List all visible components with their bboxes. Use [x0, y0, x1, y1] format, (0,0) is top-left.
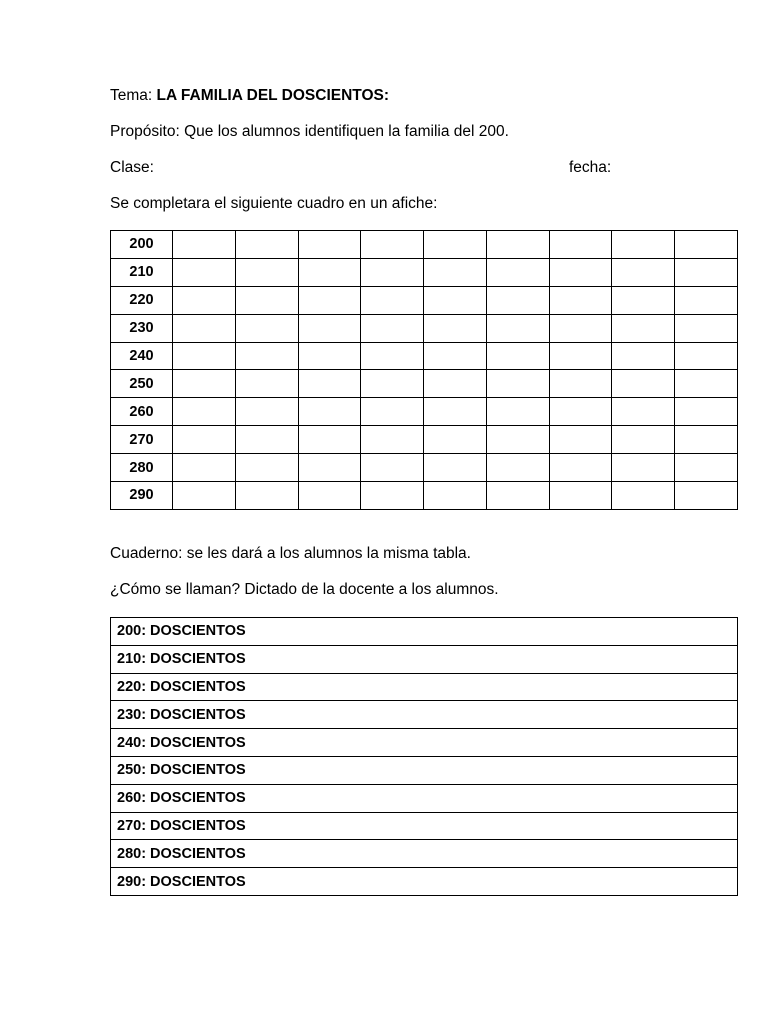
blank-cell[interactable]	[424, 258, 487, 286]
name-cell: 220: DOSCIENTOS	[111, 673, 738, 701]
blank-cell[interactable]	[424, 398, 487, 426]
number-cell: 230	[111, 314, 173, 342]
blank-cell[interactable]	[675, 258, 738, 286]
blank-cell[interactable]	[549, 398, 612, 426]
blank-cell[interactable]	[235, 454, 298, 482]
blank-cell[interactable]	[612, 342, 675, 370]
table-row	[111, 370, 738, 398]
blank-cell[interactable]	[235, 231, 298, 259]
blank-cell[interactable]	[675, 231, 738, 259]
table-row	[111, 482, 738, 510]
name-cell: 200: DOSCIENTOS	[111, 618, 738, 646]
blank-cell[interactable]	[235, 370, 298, 398]
name-cell: 250: DOSCIENTOS	[111, 756, 738, 784]
blank-cell[interactable]	[424, 454, 487, 482]
blank-cell[interactable]	[612, 482, 675, 510]
blank-cell[interactable]	[675, 314, 738, 342]
number-cell: 210	[111, 258, 173, 286]
blank-cell[interactable]	[549, 231, 612, 259]
blank-cell[interactable]	[298, 286, 361, 314]
blank-cell[interactable]	[424, 370, 487, 398]
number-cell: 240	[111, 342, 173, 370]
blank-cell[interactable]	[549, 454, 612, 482]
blank-cell[interactable]	[361, 482, 424, 510]
name-cell: 270: DOSCIENTOS	[111, 812, 738, 840]
number-cell: 280	[111, 454, 173, 482]
table-row	[111, 426, 738, 454]
blank-cell[interactable]	[173, 286, 236, 314]
table-row	[111, 729, 738, 757]
table-row	[111, 454, 738, 482]
blank-cell[interactable]	[361, 342, 424, 370]
blank-cell[interactable]	[361, 370, 424, 398]
blank-cell[interactable]	[486, 342, 549, 370]
blank-cell[interactable]	[486, 258, 549, 286]
table-row	[111, 784, 738, 812]
blank-cell[interactable]	[298, 426, 361, 454]
blank-cell[interactable]	[173, 314, 236, 342]
names-table	[110, 617, 738, 896]
instruction-line: Se completara el siguiente cuadro en un afiche:	[110, 195, 438, 212]
blank-cell[interactable]	[675, 286, 738, 314]
blank-cell[interactable]	[675, 398, 738, 426]
table-row	[111, 756, 738, 784]
table-row	[111, 231, 738, 259]
dictado-line: ¿Cómo se llaman? Dictado de la docente a los alumnos.	[110, 581, 499, 598]
blank-cell[interactable]	[675, 482, 738, 510]
proposito-line: Propósito: Que los alumnos identifiquen la familia del 200.	[110, 123, 509, 140]
table-row	[111, 398, 738, 426]
blank-cell[interactable]	[235, 342, 298, 370]
blank-cell[interactable]	[486, 231, 549, 259]
blank-cell[interactable]	[549, 286, 612, 314]
blank-cell[interactable]	[361, 398, 424, 426]
number-cell: 290	[111, 482, 173, 510]
blank-cell[interactable]	[486, 482, 549, 510]
blank-cell[interactable]	[298, 482, 361, 510]
blank-cell[interactable]	[675, 426, 738, 454]
blank-cell[interactable]	[361, 258, 424, 286]
number-cell: 250	[111, 370, 173, 398]
blank-cell[interactable]	[235, 258, 298, 286]
blank-cell[interactable]	[612, 231, 675, 259]
blank-cell[interactable]	[612, 286, 675, 314]
blank-cell[interactable]	[612, 454, 675, 482]
blank-cell[interactable]	[486, 426, 549, 454]
blank-cell[interactable]	[612, 398, 675, 426]
tema-value: LA FAMILIA DEL DOSCIENTOS:	[156, 87, 390, 104]
table-row	[111, 645, 738, 673]
number-cell: 270	[111, 426, 173, 454]
blank-cell[interactable]	[612, 370, 675, 398]
blank-cell[interactable]	[549, 314, 612, 342]
blank-cell[interactable]	[361, 231, 424, 259]
blank-cell[interactable]	[173, 342, 236, 370]
blank-cell[interactable]	[173, 482, 236, 510]
blank-cell[interactable]	[549, 426, 612, 454]
blank-cell[interactable]	[298, 398, 361, 426]
table-row	[111, 314, 738, 342]
name-cell: 210: DOSCIENTOS	[111, 645, 738, 673]
blank-cell[interactable]	[298, 370, 361, 398]
table-row	[111, 618, 738, 646]
blank-cell[interactable]	[235, 314, 298, 342]
number-cell: 260	[111, 398, 173, 426]
blank-cell[interactable]	[612, 426, 675, 454]
blank-cell[interactable]	[298, 258, 361, 286]
blank-cell[interactable]	[549, 370, 612, 398]
table-row	[111, 342, 738, 370]
blank-cell[interactable]	[424, 231, 487, 259]
blank-cell[interactable]	[675, 454, 738, 482]
name-cell: 260: DOSCIENTOS	[111, 784, 738, 812]
blank-cell[interactable]	[675, 370, 738, 398]
blank-cell[interactable]	[173, 398, 236, 426]
number-cell: 220	[111, 286, 173, 314]
blank-cell[interactable]	[235, 482, 298, 510]
blank-cell[interactable]	[424, 482, 487, 510]
tema-label: Tema:	[110, 87, 153, 104]
blank-cell[interactable]	[549, 482, 612, 510]
blank-cell[interactable]	[235, 398, 298, 426]
blank-cell[interactable]	[424, 426, 487, 454]
fecha-label: fecha:	[569, 159, 612, 176]
blank-cell[interactable]	[675, 342, 738, 370]
table-row	[111, 701, 738, 729]
blank-cell[interactable]	[361, 426, 424, 454]
blank-cell[interactable]	[486, 454, 549, 482]
blank-cell[interactable]	[298, 342, 361, 370]
blank-cell[interactable]	[486, 286, 549, 314]
table-row	[111, 840, 738, 868]
clase-label: Clase:	[110, 159, 154, 176]
blank-cell[interactable]	[486, 398, 549, 426]
blank-cell[interactable]	[361, 454, 424, 482]
blank-cell[interactable]	[298, 231, 361, 259]
blank-cell[interactable]	[298, 454, 361, 482]
blank-cell[interactable]	[235, 426, 298, 454]
table-row	[111, 868, 738, 896]
numbers-table	[110, 230, 738, 510]
table-row	[111, 258, 738, 286]
blank-cell[interactable]	[549, 342, 612, 370]
name-cell: 240: DOSCIENTOS	[111, 729, 738, 757]
blank-cell[interactable]	[173, 258, 236, 286]
blank-cell[interactable]	[612, 314, 675, 342]
blank-cell[interactable]	[173, 426, 236, 454]
blank-cell[interactable]	[173, 370, 236, 398]
blank-cell[interactable]	[486, 314, 549, 342]
blank-cell[interactable]	[173, 231, 236, 259]
blank-cell[interactable]	[424, 286, 487, 314]
blank-cell[interactable]	[486, 370, 549, 398]
name-cell: 280: DOSCIENTOS	[111, 840, 738, 868]
blank-cell[interactable]	[173, 454, 236, 482]
name-cell: 290: DOSCIENTOS	[111, 868, 738, 896]
blank-cell[interactable]	[361, 286, 424, 314]
blank-cell[interactable]	[424, 314, 487, 342]
table-row	[111, 812, 738, 840]
blank-cell[interactable]	[612, 258, 675, 286]
tema-line	[110, 87, 389, 105]
name-cell: 230: DOSCIENTOS	[111, 701, 738, 729]
blank-cell[interactable]	[424, 342, 487, 370]
cuaderno-line: Cuaderno: se les dará a los alumnos la misma tabla.	[110, 545, 471, 562]
blank-cell[interactable]	[361, 314, 424, 342]
table-row	[111, 286, 738, 314]
number-cell: 200	[111, 231, 173, 259]
table-row	[111, 673, 738, 701]
blank-cell[interactable]	[549, 258, 612, 286]
blank-cell[interactable]	[298, 314, 361, 342]
blank-cell[interactable]	[235, 286, 298, 314]
